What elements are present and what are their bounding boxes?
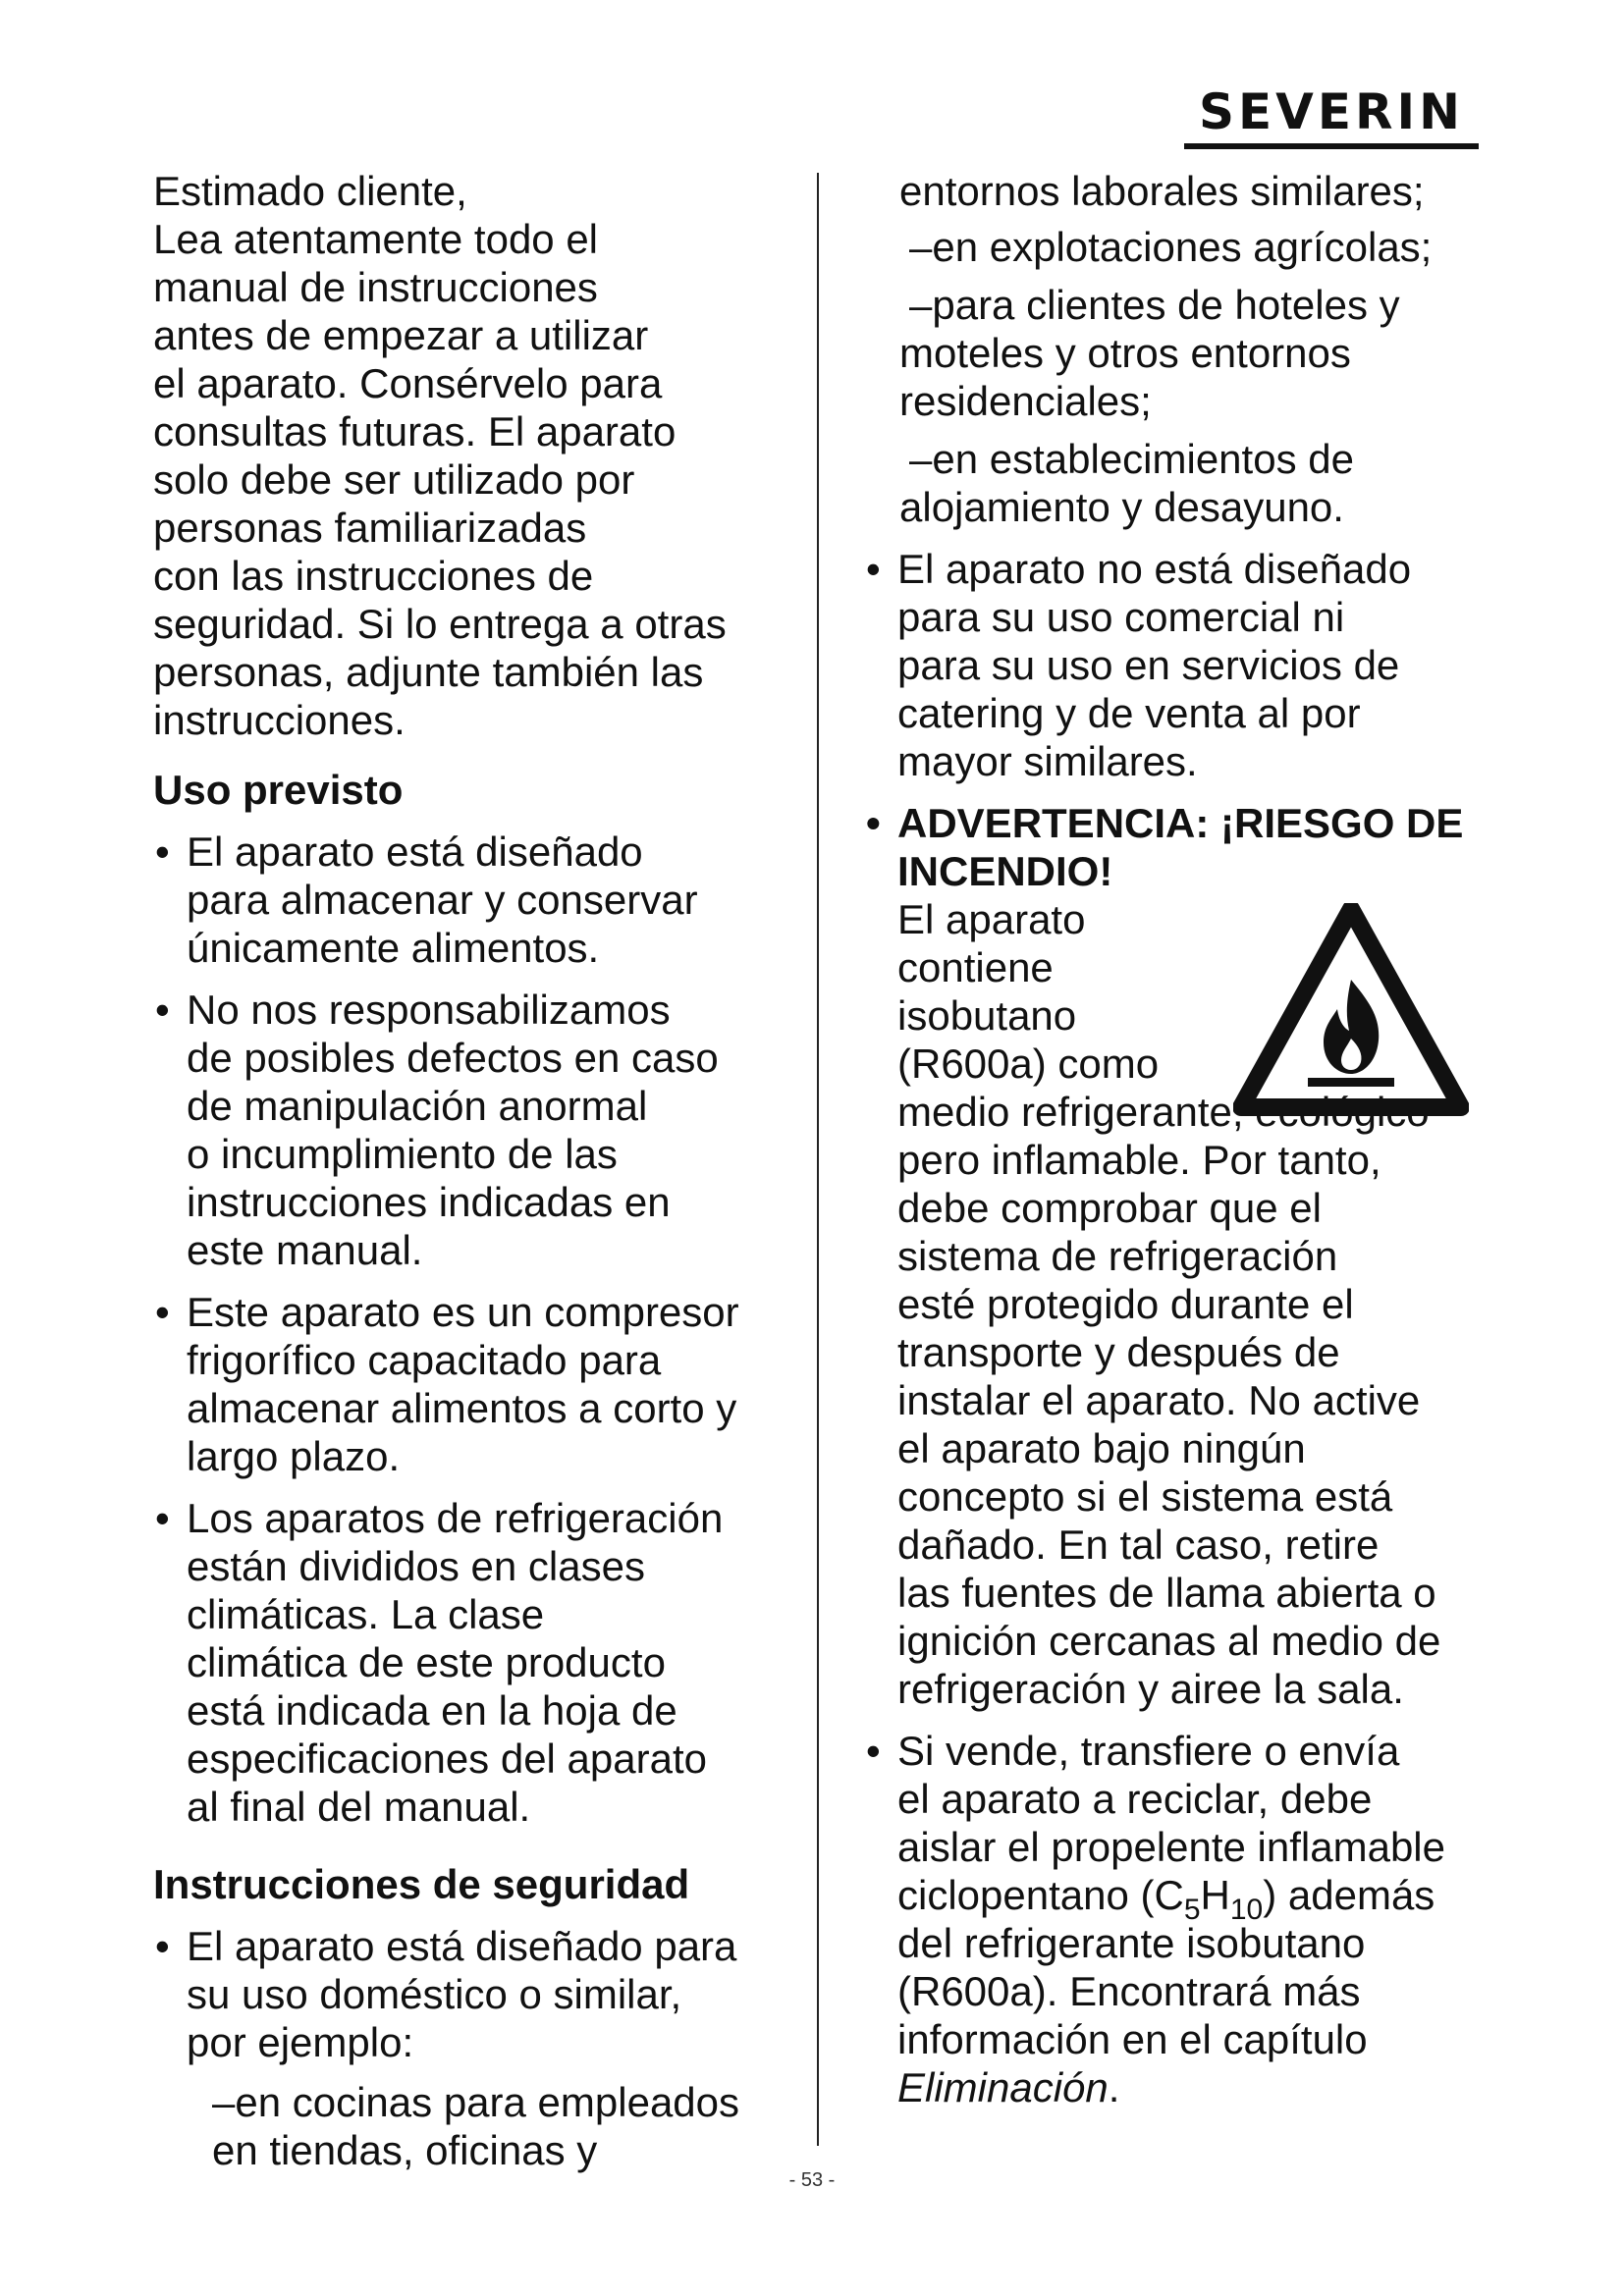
sub-line: alojamiento y desayuno. <box>899 484 1344 530</box>
formula-text: H <box>1200 1872 1230 1918</box>
bullet-line: • Los aparatos de refrigeración <box>187 1495 724 1541</box>
bullet-line: de posibles defectos en caso <box>187 1035 719 1081</box>
warning-line: (R600a) como <box>897 1041 1160 1087</box>
formula-line <box>897 1871 1492 1926</box>
bullet-line: del refrigerante isobutano <box>897 1920 1366 1966</box>
bullet-line: almacenar alimentos a corto y <box>187 1385 737 1431</box>
column-divider <box>817 173 819 2146</box>
warning-line: dañado. En tal caso, retire <box>897 1522 1380 1568</box>
bullet-line: • El aparato no está diseñado <box>897 546 1412 592</box>
intro-paragraph <box>153 167 801 744</box>
bullet-line: • El aparato está diseñado <box>187 828 643 875</box>
sub-line: –para clientes de hoteles y <box>909 282 1400 328</box>
chapter-reference: Eliminación <box>897 2064 1109 2110</box>
intro-line: antes de empezar a utilizar <box>153 312 649 358</box>
flammable-warning-icon <box>1233 903 1469 1117</box>
warning-line: transporte y después de <box>897 1329 1340 1375</box>
sub-line: –en explotaciones agrícolas; <box>909 224 1433 270</box>
warning-line: medio refrigerante, ecológico <box>897 1089 1430 1135</box>
bullet-line: el aparato a reciclar, debe <box>897 1776 1373 1822</box>
bullet-item <box>153 1922 801 2066</box>
warning-line: el aparato bajo ningún <box>897 1425 1306 1471</box>
warning-title-line: INCENDIO! <box>897 848 1113 894</box>
bullet-line: • No nos responsabilizamos <box>187 987 671 1033</box>
bullet-line: instrucciones indicadas en <box>187 1179 671 1225</box>
bullet-line: frigorífico capacitado para <box>187 1337 662 1383</box>
bullet-item <box>153 828 801 972</box>
bullet-line: por ejemplo: <box>187 2019 414 2065</box>
bullet-line: climáticas. La clase <box>187 1591 545 1637</box>
warning-line: contiene <box>897 944 1054 990</box>
bullet-line: está indicada en la hoja de <box>187 1687 677 1734</box>
warning-title-line: • ADVERTENCIA: ¡RIESGO DE <box>897 800 1464 846</box>
bullet-line: para almacenar y conservar <box>187 877 698 923</box>
heading-instrucciones-seguridad: Instrucciones de seguridad <box>153 1861 690 1907</box>
intro-line: manual de instrucciones <box>153 264 598 310</box>
intro-line: consultas futuras. El aparato <box>153 408 677 454</box>
sub-item <box>864 435 1492 531</box>
formula-subscript: 10 <box>1229 1894 1264 1926</box>
warning-line: ignición cercanas al medio de <box>897 1618 1441 1664</box>
period: . <box>1108 2064 1120 2110</box>
eliminacion-line <box>897 2063 1492 2111</box>
sub-item <box>153 2078 801 2174</box>
brand-logo: SEVERIN <box>1184 82 1479 149</box>
bullet-line: están divididos en clases <box>187 1543 645 1589</box>
bullet-line: especificaciones del aparato <box>187 1735 708 1782</box>
heading-uso-previsto: Uso previsto <box>153 767 404 813</box>
bullet-line: mayor similares. <box>897 738 1198 784</box>
intro-line: con las instrucciones de <box>153 553 594 599</box>
bullet-item <box>153 1288 801 1480</box>
warning-line: refrigeración y airee la sala. <box>897 1666 1404 1712</box>
bullet-line: • El aparato está diseñado para <box>187 1923 737 1969</box>
formula-text: ) además <box>1263 1872 1435 1918</box>
bullet-line: información en el capítulo <box>897 2016 1368 2062</box>
warning-line: El aparato <box>897 896 1086 942</box>
bullet-line: de manipulación anormal <box>187 1083 648 1129</box>
warning-line: pero inflamable. Por tanto, <box>897 1137 1381 1183</box>
warning-line: sistema de refrigeración <box>897 1233 1338 1279</box>
warning-line: las fuentes de llama abierta o <box>897 1570 1436 1616</box>
sub-line: –en establecimientos de <box>909 436 1354 482</box>
bullet-line: este manual. <box>187 1227 423 1273</box>
sub-line: en tiendas, oficinas y <box>212 2127 598 2173</box>
sub-line: moteles y otros entornos <box>899 330 1351 376</box>
bullet-item <box>153 986 801 1274</box>
bullet-line: al final del manual. <box>187 1784 531 1830</box>
sub-item <box>864 223 1492 271</box>
left-column <box>153 167 801 2174</box>
bullet-item <box>864 545 1492 785</box>
bullet-line: aislar el propelente inflamable <box>897 1824 1445 1870</box>
bullet-line: para su uso en servicios de <box>897 642 1400 688</box>
bullet-line: largo plazo. <box>187 1433 401 1479</box>
intro-line: el aparato. Consérvelo para <box>153 360 663 406</box>
sub-line: residenciales; <box>899 378 1152 424</box>
sub-line: –en cocinas para empleados <box>212 2079 740 2125</box>
bullet-line: o incumplimiento de las <box>187 1131 618 1177</box>
intro-line: personas familiarizadas <box>153 505 587 551</box>
bullet-line: • Si vende, transfiere o envía <box>897 1728 1400 1774</box>
intro-line: instrucciones. <box>153 697 406 743</box>
bullet-line: únicamente alimentos. <box>187 925 600 971</box>
warning-line: esté protegido durante el <box>897 1281 1354 1327</box>
bullet-line: climática de este producto <box>187 1639 666 1685</box>
sub-item <box>864 281 1492 425</box>
bullet-line: • Este aparato es un compresor <box>187 1289 739 1335</box>
warning-title <box>864 799 1492 895</box>
bullet-line: para su uso comercial ni <box>897 594 1345 640</box>
page-number: - 53 - <box>788 2169 836 2191</box>
continued-line: entornos laborales similares; <box>899 168 1425 214</box>
bullet-item <box>153 1494 801 1831</box>
warning-line: concepto si el sistema está <box>897 1473 1393 1520</box>
bullet-line: su uso doméstico o similar, <box>187 1971 682 2017</box>
intro-line: solo debe ser utilizado por <box>153 456 635 503</box>
formula-subscript: 5 <box>1183 1894 1201 1926</box>
intro-line: seguridad. Si lo entrega a otras <box>153 601 727 647</box>
right-column <box>864 167 1492 2111</box>
warning-line: isobutano <box>897 992 1077 1039</box>
bullet-line: (R600a). Encontrará más <box>897 1968 1361 2014</box>
warning-line: instalar el aparato. No active <box>897 1377 1421 1423</box>
warning-line: debe comprobar que el <box>897 1185 1322 1231</box>
bullet-line: catering y de venta al por <box>897 690 1361 736</box>
bullet-item <box>864 1727 1492 2111</box>
intro-line: Lea atentamente todo el <box>153 216 599 262</box>
intro-line: Estimado cliente, <box>153 168 467 214</box>
intro-line: personas, adjunte también las <box>153 649 704 695</box>
warning-body <box>864 895 1492 1713</box>
formula-text: ciclopentano (C <box>897 1872 1184 1918</box>
